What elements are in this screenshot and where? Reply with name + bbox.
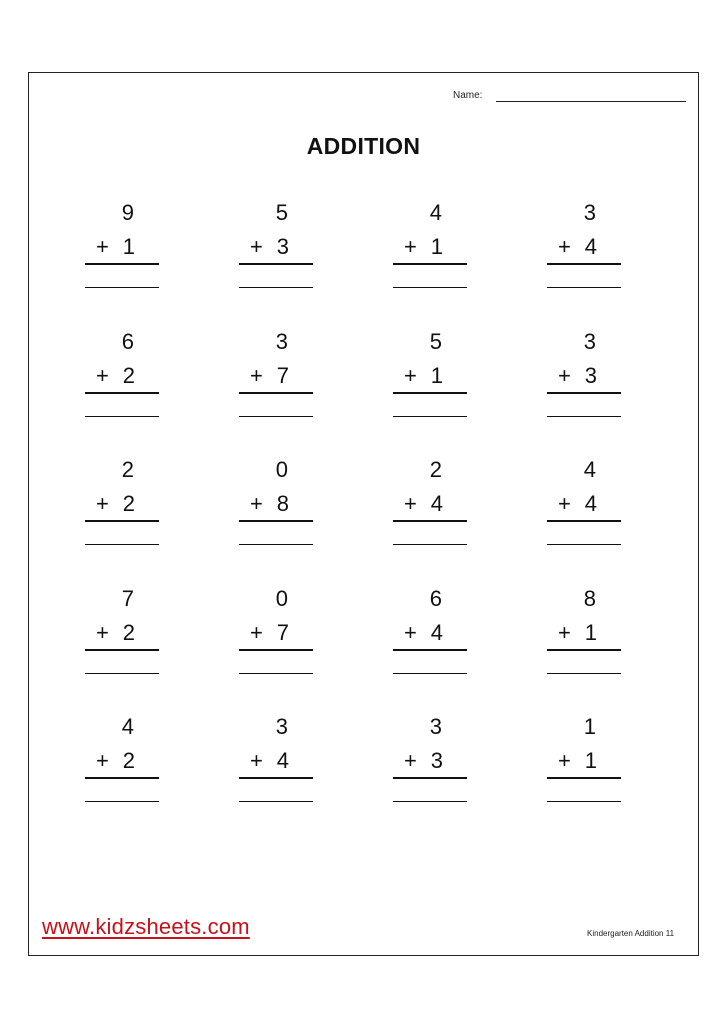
first-addend: 6	[121, 329, 134, 354]
website-link[interactable]: www.kidzsheets.com	[42, 914, 250, 939]
worksheet-title: ADDITION	[306, 133, 421, 159]
second-addend: 4	[430, 620, 443, 645]
answer-blank[interactable]	[239, 287, 313, 288]
second-addend: 4	[430, 491, 443, 516]
first-addend: 3	[583, 200, 596, 225]
addition-problem	[547, 200, 621, 300]
answer-blank[interactable]	[393, 287, 467, 288]
first-addend: 3	[583, 329, 596, 354]
addition-problem	[547, 714, 621, 814]
plus-sign: +	[250, 363, 263, 388]
plus-sign: +	[250, 234, 263, 259]
answer-blank[interactable]	[393, 544, 467, 545]
addend-row	[85, 363, 159, 394]
second-addend: 1	[430, 363, 443, 388]
addend-row	[239, 363, 313, 394]
addend-row	[547, 491, 621, 522]
addition-problem	[393, 457, 467, 557]
name-blank-line[interactable]	[496, 101, 686, 102]
plus-sign: +	[558, 748, 571, 773]
addition-problem	[239, 329, 313, 429]
first-addend: 5	[275, 200, 288, 225]
plus-sign: +	[96, 620, 109, 645]
answer-blank[interactable]	[547, 416, 621, 417]
addition-problem	[547, 329, 621, 429]
second-addend: 1	[430, 234, 443, 259]
plus-sign: +	[558, 491, 571, 516]
first-addend: 5	[429, 329, 442, 354]
addend-row	[85, 234, 159, 265]
first-addend: 7	[121, 586, 134, 611]
answer-blank[interactable]	[547, 287, 621, 288]
addend-row	[547, 748, 621, 779]
plus-sign: +	[96, 234, 109, 259]
answer-blank[interactable]	[85, 416, 159, 417]
second-addend: 1	[584, 748, 597, 773]
addend-row	[393, 748, 467, 779]
addition-problem	[85, 586, 159, 686]
first-addend: 6	[429, 586, 442, 611]
addend-row	[547, 620, 621, 651]
plus-sign: +	[558, 234, 571, 259]
addend-row	[393, 234, 467, 265]
answer-blank[interactable]	[239, 801, 313, 802]
second-addend: 4	[584, 234, 597, 259]
plus-sign: +	[404, 748, 417, 773]
answer-blank[interactable]	[547, 801, 621, 802]
second-addend: 2	[122, 748, 135, 773]
addend-row	[393, 620, 467, 651]
second-addend: 2	[122, 491, 135, 516]
second-addend: 4	[584, 491, 597, 516]
first-addend: 4	[583, 457, 596, 482]
addition-problem	[547, 457, 621, 557]
addend-row	[547, 234, 621, 265]
addition-problem	[393, 200, 467, 300]
addition-problem	[85, 200, 159, 300]
second-addend: 1	[584, 620, 597, 645]
answer-blank[interactable]	[547, 544, 621, 545]
second-addend: 4	[276, 748, 289, 773]
answer-blank[interactable]	[85, 544, 159, 545]
addition-problem	[85, 457, 159, 557]
addition-problem	[239, 586, 313, 686]
addend-row	[85, 748, 159, 779]
first-addend: 4	[429, 200, 442, 225]
first-addend: 8	[583, 586, 596, 611]
worksheet-caption: Kindergarten Addition 11	[587, 929, 675, 938]
name-label: Name:	[453, 90, 483, 101]
plus-sign: +	[558, 620, 571, 645]
addend-row	[547, 363, 621, 394]
first-addend: 0	[275, 457, 288, 482]
plus-sign: +	[250, 748, 263, 773]
answer-blank[interactable]	[393, 673, 467, 674]
addend-row	[85, 491, 159, 522]
addition-problem	[85, 714, 159, 814]
plus-sign: +	[96, 748, 109, 773]
plus-sign: +	[250, 620, 263, 645]
addend-row	[393, 363, 467, 394]
addition-problem	[393, 329, 467, 429]
answer-blank[interactable]	[239, 673, 313, 674]
answer-blank[interactable]	[547, 673, 621, 674]
plus-sign: +	[404, 234, 417, 259]
addition-problem	[239, 200, 313, 300]
plus-sign: +	[404, 491, 417, 516]
plus-sign: +	[404, 620, 417, 645]
second-addend: 7	[276, 620, 289, 645]
answer-blank[interactable]	[393, 416, 467, 417]
answer-blank[interactable]	[85, 801, 159, 802]
second-addend: 3	[276, 234, 289, 259]
answer-blank[interactable]	[239, 416, 313, 417]
second-addend: 8	[276, 491, 289, 516]
second-addend: 7	[276, 363, 289, 388]
plus-sign: +	[250, 491, 263, 516]
answer-blank[interactable]	[85, 287, 159, 288]
answer-blank[interactable]	[85, 673, 159, 674]
plus-sign: +	[96, 491, 109, 516]
second-addend: 2	[122, 620, 135, 645]
first-addend: 3	[429, 714, 442, 739]
first-addend: 1	[583, 714, 596, 739]
addition-problem	[393, 714, 467, 814]
answer-blank[interactable]	[239, 544, 313, 545]
second-addend: 3	[584, 363, 597, 388]
addition-problem	[547, 586, 621, 686]
addition-problem	[239, 457, 313, 557]
second-addend: 2	[122, 363, 135, 388]
first-addend: 4	[121, 714, 134, 739]
first-addend: 0	[275, 586, 288, 611]
plus-sign: +	[558, 363, 571, 388]
first-addend: 9	[121, 200, 134, 225]
name-field-row	[453, 90, 688, 104]
addition-problem	[85, 329, 159, 429]
addend-row	[85, 620, 159, 651]
first-addend: 2	[121, 457, 134, 482]
answer-blank[interactable]	[393, 801, 467, 802]
second-addend: 1	[122, 234, 135, 259]
addend-row	[239, 491, 313, 522]
second-addend: 3	[430, 748, 443, 773]
first-addend: 3	[275, 714, 288, 739]
addend-row	[239, 620, 313, 651]
addend-row	[239, 234, 313, 265]
addend-row	[393, 491, 467, 522]
addition-problem	[239, 714, 313, 814]
worksheet-page	[28, 72, 699, 956]
first-addend: 2	[429, 457, 442, 482]
addend-row	[239, 748, 313, 779]
first-addend: 3	[275, 329, 288, 354]
plus-sign: +	[404, 363, 417, 388]
addition-problem	[393, 586, 467, 686]
plus-sign: +	[96, 363, 109, 388]
